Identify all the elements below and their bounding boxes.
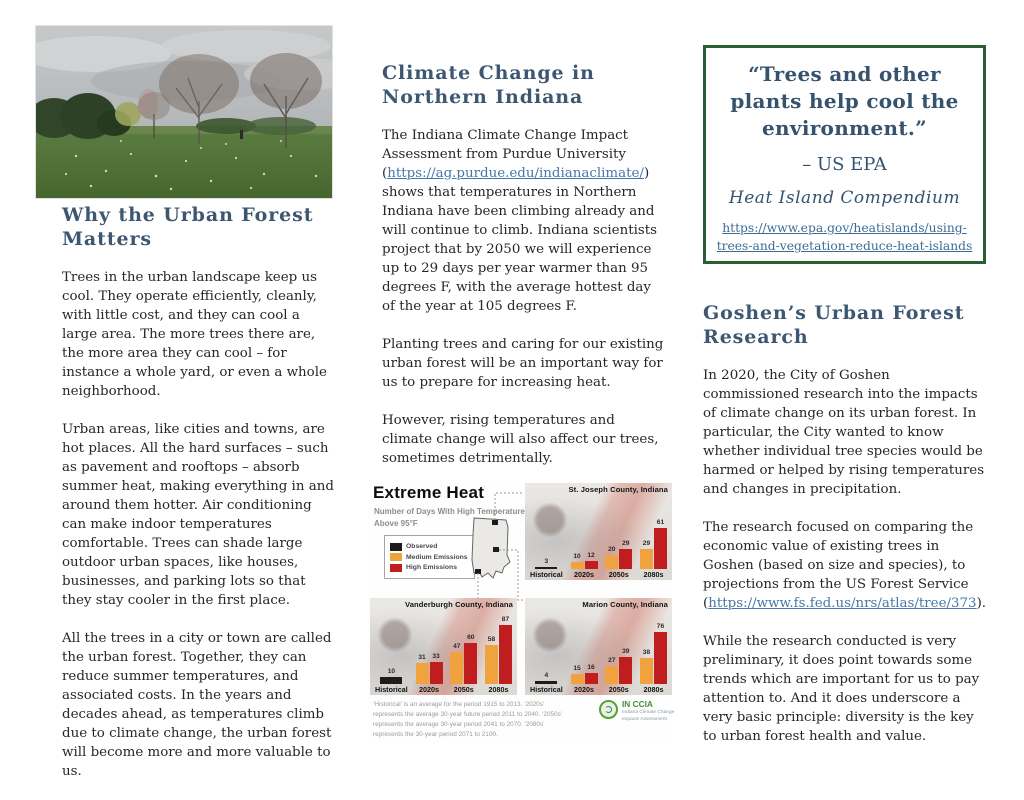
bar	[654, 632, 667, 684]
forest-service-link[interactable]: https://www.fs.fed.us/nrs/atlas/tree/373	[708, 595, 977, 611]
bar-with-label	[499, 617, 512, 684]
bar-pair	[535, 559, 557, 569]
bar-with-label	[571, 554, 584, 569]
bar-pair	[640, 520, 667, 569]
bar-with-label	[654, 520, 667, 569]
bar	[585, 561, 598, 569]
bar-pair	[450, 635, 477, 684]
ccia-logo-subtitle: Indiana Climate Change Impacts Assessment	[622, 710, 675, 722]
chart-footnote: ‘Historical’ is an average for the period 1915 to 2013. ‘2020s’ represents the average 30-year future period 2011 to 2040. ‘2050s’ represents the average 30-year period 2041 to 2070. ‘2080s’ represents the 30-year period 2071 to 2100.	[373, 701, 563, 738]
bar-value-label: 27	[608, 657, 616, 665]
panel-plot	[530, 520, 667, 578]
x-tick-label: Historical	[530, 569, 563, 579]
right-paragraph-3: While the research conducted is very preliminary, it does point towards some trends which are important for us to pay attention to. And it does underscore a very basic principle: diversity is the key to urban forest health and value.	[703, 633, 980, 744]
x-tick-label: 2050s	[608, 569, 629, 579]
bar	[485, 645, 498, 684]
x-tick-label: Historical	[530, 684, 563, 694]
bar-group	[605, 649, 632, 693]
bar-value-label: 10	[387, 668, 396, 676]
bar-value-label: 47	[453, 643, 461, 651]
bar-value-label: 29	[622, 540, 630, 548]
bar-group	[416, 654, 443, 693]
bar-with-label	[450, 644, 463, 684]
middle-paragraph-3: However, rising temperatures and climate change will also affect our trees, sometimes detrimentally.	[382, 412, 659, 466]
bar-pair	[640, 624, 667, 684]
bar-value-label: 87	[501, 616, 510, 624]
legend-swatch	[390, 543, 402, 551]
bar-group	[605, 541, 632, 578]
panel-title: Marion County, Indiana	[582, 600, 668, 609]
bar-group	[375, 669, 408, 693]
bar-pair	[485, 617, 512, 684]
x-tick-label: 2080s	[488, 684, 509, 694]
bar	[535, 681, 557, 684]
panel-plot	[375, 617, 512, 693]
legend-label: High Emissions	[406, 564, 457, 571]
right-heading: Goshen’s Urban Forest Research	[703, 302, 965, 349]
bar-with-label	[585, 665, 598, 684]
bar-value-label: 60	[467, 634, 475, 642]
bar-with-label	[605, 547, 618, 569]
right-paragraph-2	[703, 518, 989, 613]
panel-plot	[530, 624, 667, 693]
bar-group	[640, 520, 667, 578]
bar-value-label: 16	[587, 664, 595, 672]
legend-item	[390, 553, 468, 561]
bar	[605, 555, 618, 569]
extreme-heat-chart	[368, 481, 675, 743]
bar-with-label	[619, 649, 632, 684]
bar-with-label	[571, 666, 584, 684]
bar	[430, 662, 443, 684]
bar-value-label: 4	[544, 672, 549, 680]
ccia-logo-icon	[599, 700, 618, 719]
bar-value-label: 76	[656, 623, 665, 631]
bar-with-label	[640, 541, 653, 569]
bar-pair	[535, 673, 557, 684]
para1-text-before: The Indiana Climate Change Impact Assessment from Purdue University (	[382, 127, 629, 181]
legend-item	[390, 564, 468, 572]
para2-text-before: The research focused on comparing the economic value of existing trees in Goshen (based on size and species), to projections from the US Forest Service (	[703, 519, 974, 611]
middle-paragraph-1	[382, 126, 668, 316]
county-marker-marion	[493, 547, 499, 552]
bar	[416, 663, 429, 684]
bar	[464, 643, 477, 684]
bar-with-label	[430, 654, 443, 684]
legend-item	[390, 543, 468, 551]
x-tick-label: 2050s	[608, 684, 629, 694]
bar-with-label	[619, 541, 632, 569]
bar-with-label	[380, 669, 402, 684]
panel-st-joseph	[525, 483, 672, 580]
bar-group	[530, 559, 563, 578]
x-tick-label: 2020s	[574, 684, 594, 694]
bar	[619, 657, 632, 684]
x-tick-label: 2080s	[643, 684, 664, 694]
bar	[640, 658, 653, 684]
bar-with-label	[535, 673, 557, 684]
bar-pair	[416, 654, 443, 684]
bar-pair	[380, 669, 402, 684]
indiana-map	[466, 515, 516, 585]
bar-group	[571, 553, 598, 578]
bar-group	[571, 665, 598, 693]
middle-column	[382, 61, 668, 487]
bar-group	[530, 673, 563, 693]
bar	[605, 666, 618, 684]
county-marker-vanderburgh	[475, 569, 481, 574]
x-tick-label: 2020s	[419, 684, 439, 694]
county-marker-st-joseph	[492, 520, 498, 525]
chart-legend	[384, 535, 475, 579]
bar	[450, 652, 463, 684]
bar-group	[450, 635, 477, 693]
quote-attribution: – US EPA	[802, 154, 887, 175]
chart-subtitle: Number of Days With High Temperature Above 95°F	[374, 507, 525, 529]
bar-with-label	[464, 635, 477, 684]
bar-pair	[571, 665, 598, 684]
right-paragraph-1: In 2020, the City of Goshen commissioned research into the impacts of climate change on its urban forest. In particular, the City wanted to know whether individual tree species would be harmed or helped by rising temperatures and changes in precipitation.	[703, 367, 985, 497]
right-column	[703, 301, 989, 765]
bar-value-label: 10	[573, 553, 581, 561]
bar-group	[485, 617, 512, 693]
bar-value-label: 15	[573, 665, 581, 673]
bar-value-label: 12	[587, 552, 595, 560]
x-tick-label: Historical	[375, 684, 408, 694]
bar-value-label: 58	[487, 636, 496, 644]
x-tick-label: 2080s	[643, 569, 664, 579]
legend-swatch	[390, 553, 402, 561]
bar	[585, 673, 598, 684]
park-photo	[35, 25, 333, 199]
panel-marion	[525, 598, 672, 695]
in-ccia-logo	[599, 700, 676, 723]
bar-value-label: 61	[656, 519, 665, 527]
quote-source: Heat Island Compendium	[728, 188, 961, 208]
left-paragraph-2: Urban areas, like cities and towns, are hot places. All the hard surfaces – such as pavement and rooftops – absorb summer heat, making everything in and around them hotter. Air conditioning can make indoor temperatures comfortable. Trees can shade large outdoor urban spaces, like houses, businesses, and parking lots so that they stay cooler in the first place.	[62, 421, 334, 608]
para1-text-after: ) shows that temperatures in Northern Indiana have been climbing already and will continue to climb. Indiana scientists project that by 2050 we will experience up to 29 days per year warmer than 95 degrees F, with the average hottest day of the year at 105 degrees F.	[382, 165, 657, 314]
bar-pair	[571, 553, 598, 569]
bar-with-label	[485, 637, 498, 684]
bar	[571, 674, 584, 684]
bar-value-label: 38	[642, 649, 651, 657]
ccia-logo-title: IN CCIA	[622, 699, 653, 709]
left-paragraph-3: All the trees in a city or town are called the urban forest. Together, they can reduce summer temperatures, and associated costs. In the years and decades ahead, as temperatures climb due to climate change, the urban forest will become more and more valuable to us.	[62, 630, 332, 779]
bar	[499, 625, 512, 684]
left-column	[62, 203, 338, 800]
legend-swatch	[390, 564, 402, 572]
bar-with-label	[585, 553, 598, 569]
legend-label: Medium Emissions	[406, 553, 468, 561]
legend-label: Observed	[406, 543, 438, 550]
bar	[640, 549, 653, 569]
bar-value-label: 31	[418, 654, 426, 662]
bar-value-label: 20	[608, 546, 616, 554]
panel-vanderburgh	[370, 598, 517, 695]
bar-value-label: 3	[544, 558, 549, 566]
chart-title: Extreme Heat	[373, 483, 485, 502]
middle-heading: Climate Change in Northern Indiana	[382, 62, 595, 109]
epa-heatislands-link[interactable]: https://www.epa.gov/heatislands/using-trees-and-vegetation-reduce-heat-islands	[716, 221, 973, 254]
left-heading: Why the Urban Forest Matters	[62, 204, 314, 251]
bar	[654, 528, 667, 569]
bar-with-label	[605, 658, 618, 684]
purdue-climate-link[interactable]: https://ag.purdue.edu/indianaclimate/	[387, 165, 644, 181]
bar-value-label: 39	[622, 648, 630, 656]
bar-value-label: 29	[642, 540, 651, 548]
bar-value-label: 33	[432, 653, 440, 661]
bar	[571, 562, 584, 569]
panel-title: St. Joseph County, Indiana	[568, 485, 668, 494]
bar-with-label	[535, 559, 557, 569]
bar-with-label	[416, 655, 429, 684]
bar-with-label	[640, 650, 653, 684]
bar-group	[640, 624, 667, 693]
bar-pair	[605, 541, 632, 569]
x-tick-label: 2050s	[453, 684, 474, 694]
middle-paragraph-2: Planting trees and caring for our existing urban forest will be an important way for us to prepare for increasing heat.	[382, 336, 664, 390]
para2-text-after: ).	[976, 595, 987, 611]
panel-title: Vanderburgh County, Indiana	[404, 600, 513, 609]
x-tick-label: 2020s	[574, 569, 594, 579]
bar	[535, 567, 557, 569]
bar-with-label	[654, 624, 667, 684]
left-paragraph-1: Trees in the urban landscape keep us cool. They operate efficiently, cleanly, with little cost, and they can cool a large area. The more trees there are, the more area they can cool – for instance a whole yard, or even a whole neighborhood.	[62, 269, 327, 399]
epa-quote-box	[703, 45, 986, 264]
bar-pair	[605, 649, 632, 684]
quote-text: “Trees and other plants help cool the environment.”	[730, 62, 959, 140]
bar	[619, 549, 632, 569]
bar	[380, 677, 402, 684]
